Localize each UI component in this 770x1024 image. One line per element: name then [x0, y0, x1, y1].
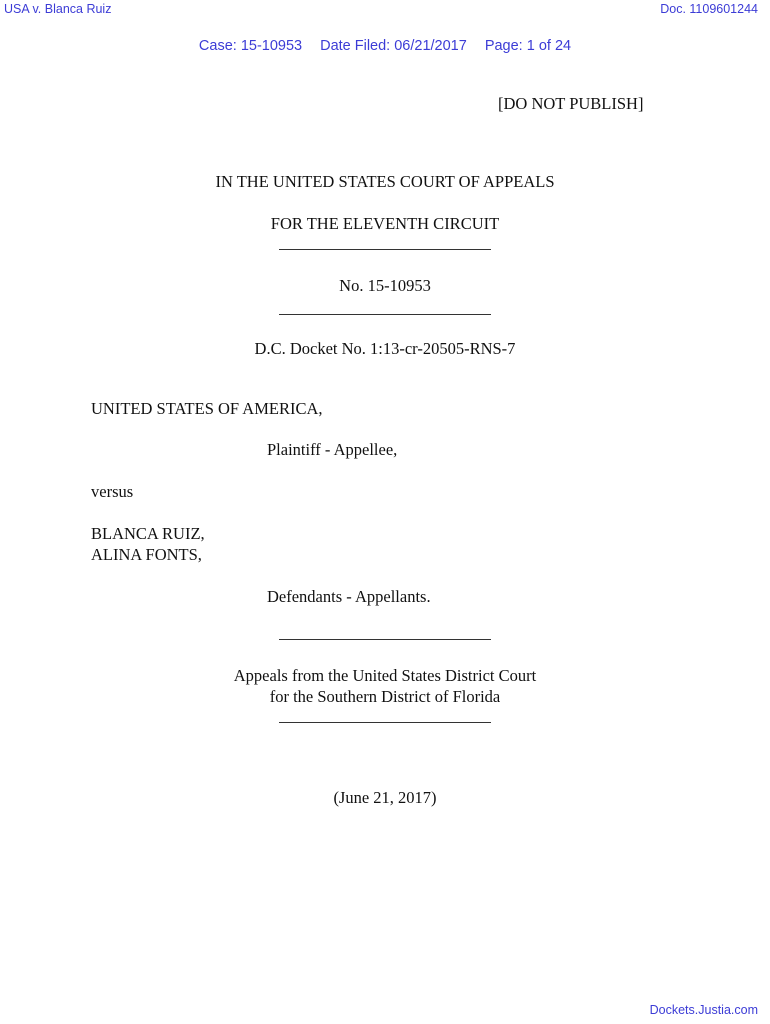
- document-title-link[interactable]: USA v. Blanca Ruiz: [4, 2, 112, 16]
- publish-status: [DO NOT PUBLISH]: [498, 94, 644, 113]
- separator-rule: [279, 722, 491, 723]
- defendant-name-1: BLANCA RUIZ,: [91, 524, 205, 543]
- appeal-origin-line2: for the Southern District of Florida: [269, 687, 501, 706]
- date-filed-header: Date Filed: 06/21/2017: [320, 38, 467, 54]
- defendant-role: Defendants - Appellants.: [267, 587, 431, 606]
- case-number-header: Case: 15-10953: [198, 38, 303, 54]
- source-site-link[interactable]: Dockets.Justia.com: [649, 1003, 758, 1017]
- defendant-name-2: ALINA FONTS,: [91, 545, 202, 564]
- filing-header: [0, 37, 770, 55]
- docket-number: D.C. Docket No. 1:13-cr-20505-RNS-7: [254, 339, 516, 358]
- separator-rule: [279, 639, 491, 640]
- plaintiff-name: UNITED STATES OF AMERICA,: [91, 399, 323, 418]
- separator-rule: [279, 249, 491, 250]
- plaintiff-role: Plaintiff - Appellee,: [267, 440, 398, 459]
- page-count-header: Page: 1 of 24: [484, 38, 572, 54]
- document-number-link[interactable]: Doc. 1109601244: [660, 2, 758, 16]
- court-name-line1: IN THE UNITED STATES COURT OF APPEALS: [215, 172, 555, 191]
- versus-text: versus: [91, 482, 134, 501]
- decision-date: (June 21, 2017): [333, 788, 437, 807]
- appeal-origin-line1: Appeals from the United States District Court: [233, 666, 537, 685]
- court-name-line2: FOR THE ELEVENTH CIRCUIT: [270, 214, 500, 233]
- case-number: No. 15-10953: [339, 276, 431, 295]
- separator-rule: [279, 314, 491, 315]
